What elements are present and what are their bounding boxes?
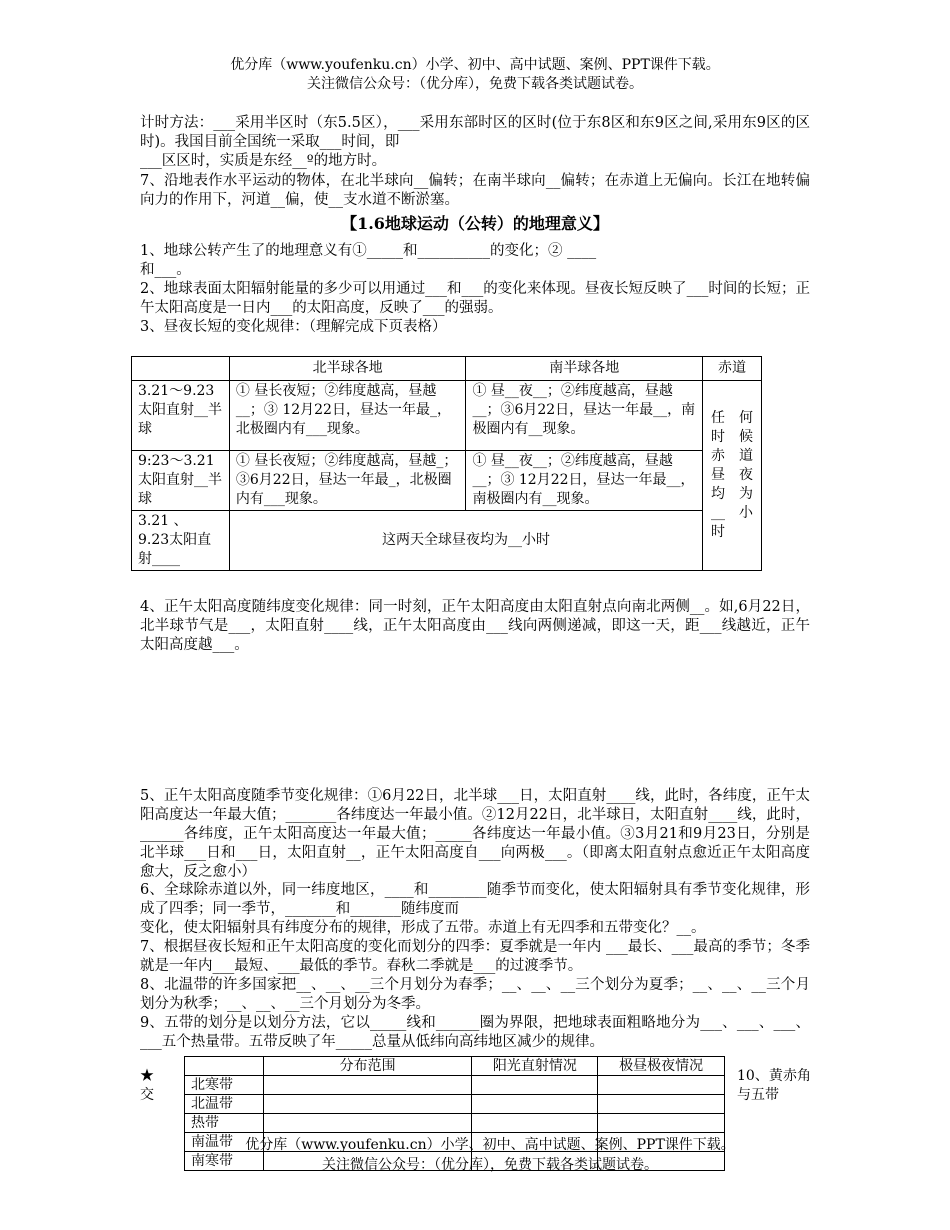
table-row xyxy=(132,511,762,571)
table-header-cell xyxy=(132,357,230,381)
header-line-2: 关注微信公众号：（优分库），免费下载各类试题试卷。 xyxy=(307,76,643,92)
table-cell xyxy=(263,1114,472,1133)
table-header-south: 南半球各地 xyxy=(466,357,703,381)
table-header-range: 分布范围 xyxy=(263,1057,472,1076)
question-1: 1、地球公转产生了的地理意义有①_____和__________的变化；② ____ xyxy=(140,243,597,259)
table-cell xyxy=(263,1095,472,1114)
table-header-north: 北半球各地 xyxy=(229,357,466,381)
intro-paragraph-1: 计时方法：___采用半区时（东5.5区），___采用东部时区的区时(位于东8区和东9区之间,采用东9区的区时)。我国目前全国统一采取___时间，即 xyxy=(140,115,810,150)
north-cell: ① 昼长夜短；②纬度越高，昼越__；③ 12月22日，昼达一年最_，北极圈内有___现象。 xyxy=(229,381,466,451)
table-row xyxy=(132,451,762,511)
footer-line-2: 关注微信公众号：（优分库），免费下载各类试题试卷。 xyxy=(322,1157,658,1173)
table-header-direct-sun: 阳光直射情况 xyxy=(472,1057,598,1076)
zone-label: 南温带 xyxy=(185,1133,264,1152)
row-label: 3.21～9.23太阳直射__半球 xyxy=(132,381,230,451)
intro-paragraph-2: ___区区时，实质是东经__º的地方时。 xyxy=(140,153,387,169)
table-cell xyxy=(472,1114,598,1133)
table-row xyxy=(185,1095,725,1114)
question-4: 4、正午太阳高度随纬度变化规律：同一时刻，正午太阳高度由太阳直射点向南北两侧__。如,6月22日，北半球节气是___，太阳直射____线，正午太阳高度由___线向两侧递减，即这一天，距___线越近，正午太阳高度越___。 xyxy=(140,599,810,653)
table-cell xyxy=(263,1076,472,1095)
zone-label: 热带 xyxy=(185,1114,264,1133)
table-cell xyxy=(472,1095,598,1114)
question-6-continued: 变化，使太阳辐射具有纬度分布的规律，形成了五带。赤道上有无四季和五带变化？__。 xyxy=(140,920,706,936)
table-header-row xyxy=(132,357,762,381)
question-5: 5、正午太阳高度随季节变化规律：①6月22日，北半球___日，太阳直射____线，此时，各纬度，正午太阳高度达一年最大值；_______各纬度达一年最小值。②12月22日，北半球日，太阳直射____线，此时，______各纬度，正午太阳高度达一年最大值；_____各纬度达一年最小值。③3月21和9月23日，分别是北半球___日和___日，太阳直射__，正午太阳高度自___向两极___。（即离太阳直射点愈近正午太阳高度愈大，反之愈小） xyxy=(140,788,810,880)
header-line-1: 优分库（www.youfenku.cn）小学、初中、高中试题、案例、PPT课件下载。 xyxy=(230,57,720,73)
question-2: 2、地球表面太阳辐射能量的多少可以用通过___和___的变化来体现。昼夜长短反映了___时间的长短；正午太阳高度是一日内___的太阳高度，反映了___的强弱。 xyxy=(140,281,810,316)
table-cell xyxy=(598,1095,725,1114)
question-1-continued: 和___。 xyxy=(140,262,191,278)
day-night-table xyxy=(131,356,762,571)
north-cell: ① 昼长夜短；②纬度越高，昼越_；③6月22日，昼达一年最_，北极圈内有___现象。 xyxy=(229,451,466,511)
question-9: 9、五带的划分是以划分方法，它以_____线和______圈为界限，把地球表面粗略地分为___、___、___、___五个热量带。五带反映了年_____总量从低纬向高纬地区减少的规律。 xyxy=(140,1015,810,1050)
south-cell: ① 昼__夜__；②纬度越高，昼越__；③ 12月22日，昼达一年最__，南极圈内有__现象。 xyxy=(466,451,703,511)
table-header-equator: 赤道 xyxy=(703,357,762,381)
row-label: 3.21 、 9.23太阳直射____ xyxy=(132,511,230,571)
zone-label: 北温带 xyxy=(185,1095,264,1114)
question-6: 6、全球除赤道以外，同一纬度地区，____和________随季节而变化，使太阳辐射具有季节变化规律，形成了四季；同一季节，_______和_______随纬度而 xyxy=(140,882,810,917)
table-header-cell xyxy=(185,1057,264,1076)
table-header-polar-day: 极昼极夜情况 xyxy=(598,1057,725,1076)
table-row xyxy=(132,381,762,451)
question-7: 7、沿地表作水平运动的物体，在北半球向__偏转；在南半球向__偏转；在赤道上无偏向。长江在地转偏向力的作用下，河道__偏，使__支水道不断淤塞。 xyxy=(140,173,810,208)
question-3: 3、昼夜长短的变化规律：（理解完成下页表格） xyxy=(140,319,447,335)
section-title: 【1.6地球运动（公转）的地理意义】 xyxy=(341,214,609,233)
side-note: 10、黄赤角与五带 xyxy=(737,1068,811,1103)
table-header-row xyxy=(185,1057,725,1076)
table-cell xyxy=(598,1076,725,1095)
table-cell xyxy=(598,1114,725,1133)
star-note: ★交 xyxy=(140,1068,154,1103)
table-row xyxy=(185,1076,725,1095)
south-cell: ① 昼__夜__；②纬度越高，昼越__；③6月22日，昼达一年最__，南极圈内有__现象。 xyxy=(466,381,703,451)
zone-label: 南寒带 xyxy=(185,1152,264,1171)
footer-line-1: 优分库（www.youfenku.cn）小学、初中、高中试题、案例、PPT课件下载。 xyxy=(245,1137,735,1153)
table-row xyxy=(185,1114,725,1133)
equator-cell: 任何时候赤道昼夜均为__小时 xyxy=(703,381,762,571)
question-8: 8、北温带的许多国家把__、__、__三个月划分为春季；__、__、__三个划分为夏季；__、__、__三个月划分为秋季；__、__、__三个月划分为冬季。 xyxy=(140,977,810,1012)
table-cell xyxy=(472,1076,598,1095)
question-7-seasons: 7、根据昼夜长短和正午太阳高度的变化而划分的四季：夏季就是一年内 ___最长、___最高的季节；冬季就是一年内___最短、___最低的季节。春秋二季就是___的过渡季节。 xyxy=(140,939,810,974)
zone-label: 北寒带 xyxy=(185,1076,264,1095)
row-label: 9:23～3.21太阳直射__半球 xyxy=(132,451,230,511)
merged-cell: 这两天全球昼夜均为__小时 xyxy=(229,511,702,571)
